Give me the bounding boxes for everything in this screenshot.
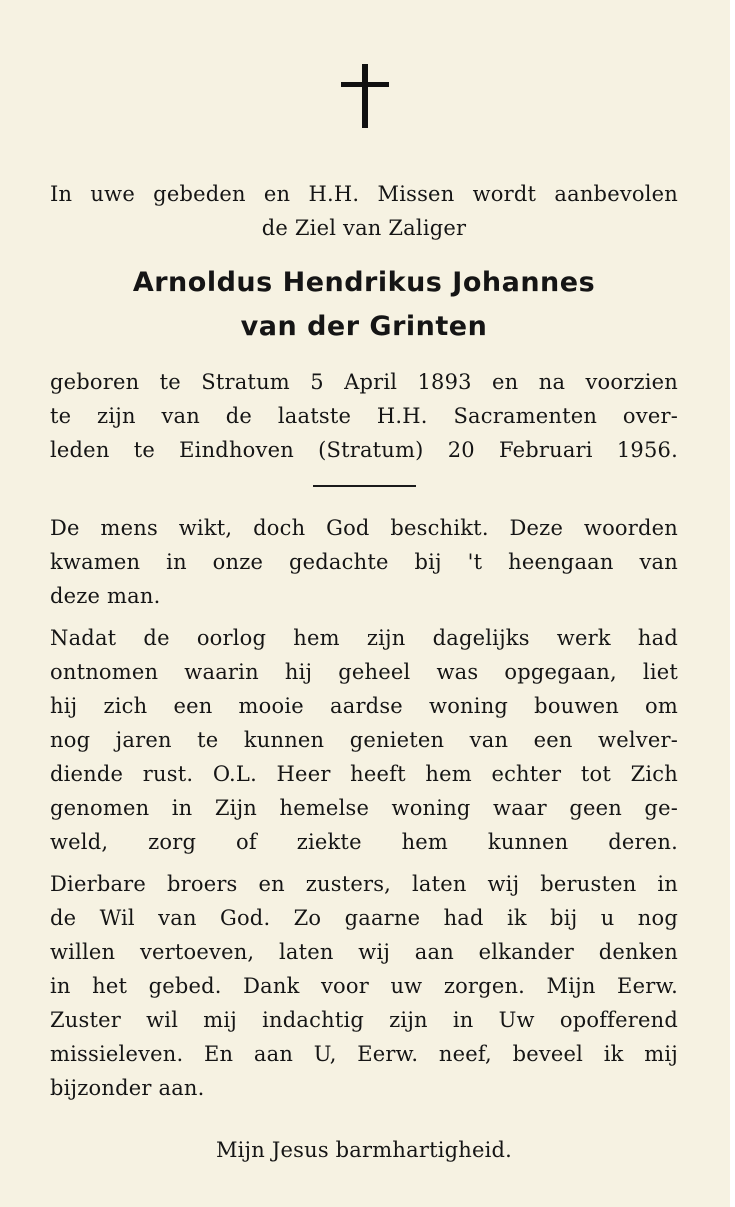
latin-cross-icon <box>338 64 392 128</box>
paragraph-2-line-4: nog jaren te kunnen genieten van een welver- <box>50 728 678 752</box>
paragraph-3-line-6: missieleven. En aan U, Eerw. neef, beveel ik mij <box>50 1042 678 1066</box>
card-edge <box>730 0 735 1207</box>
paragraph-2-line-2: ontnomen waarin hij geheel was opgegaan, liet <box>50 660 678 684</box>
deceased-name-line-1: Arnoldus Hendrikus Johannes <box>132 267 596 298</box>
paragraph-1-line-2: kwamen in onze gedachte bij 't heengaan van <box>50 550 678 574</box>
paragraph-3-line-5: Zuster wil mij indachtig zijn in Uw opofferend <box>50 1008 678 1032</box>
intro-line-1: In uwe gebeden en H.H. Missen wordt aanbevolen <box>50 182 678 206</box>
paragraph-3-line-4: in het gebed. Dank voor uw zorgen. Mijn Eerw. <box>50 974 678 998</box>
section-divider <box>313 485 416 487</box>
paragraph-2-line-6: genomen in Zijn hemelse woning waar geen ge- <box>50 796 678 820</box>
birth-death-line-2: te zijn van de laatste H.H. Sacramenten over- <box>50 404 678 428</box>
birth-death-line-1: geboren te Stratum 5 April 1893 en na voorzien <box>50 370 678 394</box>
deceased-name-line-2: van der Grinten <box>240 311 488 342</box>
paragraph-2-line-1: Nadat de oorlog hem zijn dagelijks werk had <box>50 626 678 650</box>
closing-prayer: Mijn Jesus barmhartigheid. <box>215 1138 513 1162</box>
paragraph-1-line-1: De mens wikt, doch God beschikt. Deze woorden <box>50 516 678 540</box>
paragraph-3-line-2: de Wil van God. Zo gaarne had ik bij u nog <box>50 906 678 930</box>
paragraph-2-line-5: diende rust. O.L. Heer heeft hem echter tot Zich <box>50 762 678 786</box>
paragraph-2-line-3: hij zich een mooie aardse woning bouwen om <box>50 694 678 718</box>
intro-line-2: de Ziel van Zaliger <box>261 216 467 240</box>
paragraph-3-line-1: Dierbare broers en zusters, laten wij berusten in <box>50 872 678 896</box>
paragraph-1-line-3: deze man. <box>50 584 161 608</box>
paragraph-3-line-7: bijzonder aan. <box>50 1076 205 1100</box>
birth-death-line-3: leden te Eindhoven (Stratum) 20 Februari 1956. <box>50 438 678 462</box>
paragraph-3-line-3: willen vertoeven, laten wij aan elkander denken <box>50 940 678 964</box>
paragraph-2-line-7: weld, zorg of ziekte hem kunnen deren. <box>50 830 678 854</box>
